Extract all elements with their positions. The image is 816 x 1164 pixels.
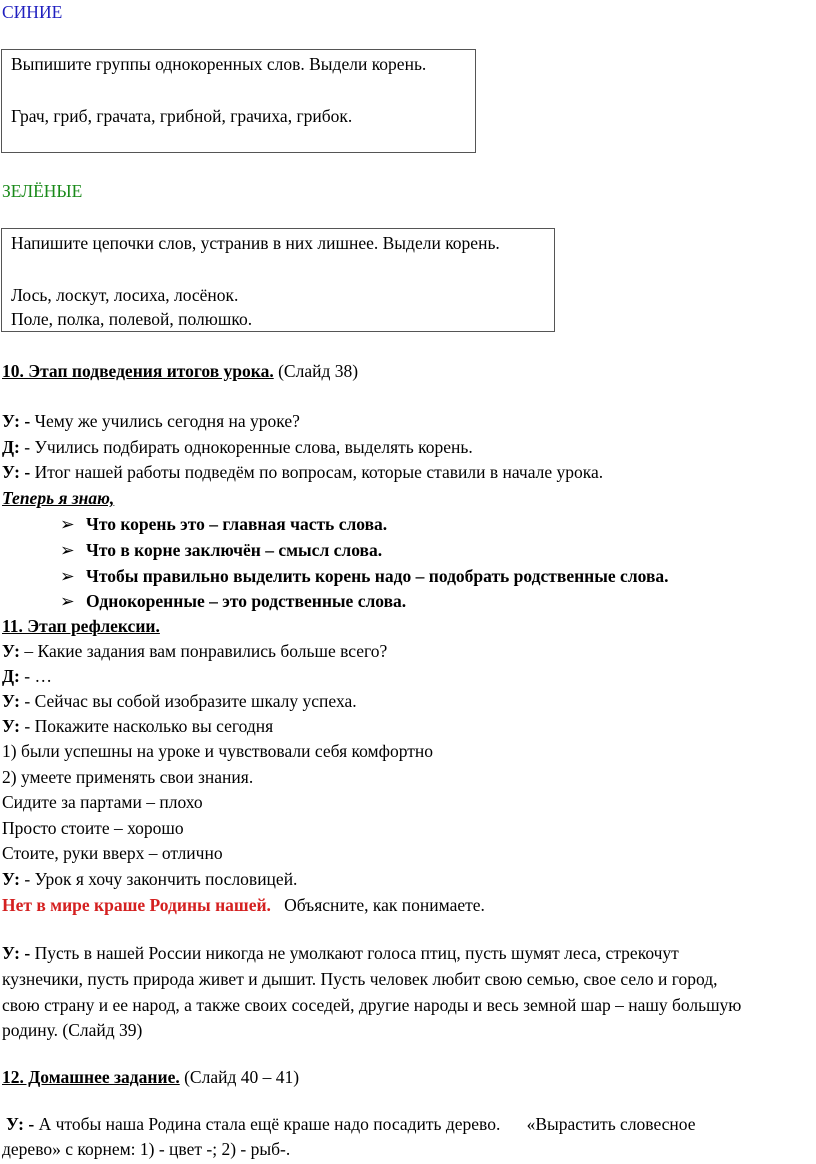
blue-group-label: СИНИЕ [2, 2, 63, 22]
text-line: 2) умеете применять свои знания. [2, 767, 254, 787]
dialogue-line [2, 665, 52, 687]
task-instruction: Напишите цепочки слов, устранив в них лишнее. Выдели корень. [11, 233, 500, 253]
task-box-blue [1, 49, 476, 153]
bullet-item [60, 565, 669, 587]
speaker: Д: [2, 437, 20, 457]
speaker: У: - [6, 1114, 35, 1134]
paragraph-line: кузнечики, пусть природа живет и дышит. Пусть человек любит свою семью, свое село и город, [2, 969, 718, 989]
text-line: Просто стоите – хорошо [2, 818, 184, 838]
proverb-line [2, 894, 485, 916]
arrow-bullet-icon: ➢ [60, 514, 75, 534]
text-line: Сидите за партами – плохо [2, 792, 203, 812]
task-instruction: Выпишите группы однокоренных слов. Выдели корень. [11, 54, 427, 74]
paragraph-line [2, 942, 679, 964]
paragraph-line: свою страну и ее народ, а также своих соседей, другие народы и весь земной шар – нашу большую [2, 995, 742, 1015]
green-group-label: ЗЕЛЁНЫЕ [2, 181, 83, 201]
utterance: Итог нашей работы подведём по вопросам, которые ставили в начале урока. [30, 462, 604, 482]
task-words-line-1: Лось, лоскут, лосиха, лосёнок. [11, 285, 239, 305]
bullet-item [60, 590, 406, 612]
speaker: У: [2, 716, 21, 736]
utterance: - Сейчас вы собой изобразите шкалу успеха. [20, 691, 357, 711]
speaker: У: [2, 691, 21, 711]
speaker: У: [2, 869, 21, 889]
dialogue-line [2, 868, 297, 890]
homework-line: дерево» с корнем: 1) - цвет -; 2) - рыб-. [2, 1139, 291, 1159]
speaker: Д: [2, 666, 20, 686]
dialogue-line [2, 690, 357, 712]
section-title: 10. Этап подведения итогов урока. [2, 361, 274, 381]
arrow-bullet-icon: ➢ [60, 540, 75, 560]
section-title: 12. Домашнее задание. [2, 1067, 180, 1087]
bullet-text: Что корень это – главная часть слова. [86, 514, 388, 534]
utterance: - Учились подбирать однокоренные слова, выделять корень. [19, 437, 473, 457]
now-i-know-text: Теперь я знаю, [2, 488, 115, 508]
dialogue-line [2, 410, 300, 432]
homework-text: А чтобы наша Родина стала ещё краше надо посадить дерево. «Вырастить словесное [34, 1114, 696, 1134]
speaker: У: - [2, 411, 31, 431]
dialogue-line [2, 640, 387, 662]
utterance: - Урок я хочу закончить пословицей. [20, 869, 298, 889]
utterance: – Какие задания вам понравились больше всего? [20, 641, 388, 661]
now-i-know-heading [2, 487, 114, 509]
speaker: У: - [2, 943, 31, 963]
bullet-text: Однокоренные – это родственные слова. [86, 591, 407, 611]
bullet-text: Чтобы правильно выделить корень надо – подобрать родственные слова. [86, 566, 669, 586]
speaker: У: [2, 641, 21, 661]
arrow-bullet-icon: ➢ [60, 591, 75, 611]
homework-line [6, 1113, 696, 1135]
utterance: - … [19, 666, 52, 686]
arrow-bullet-icon: ➢ [60, 566, 75, 586]
task-box-green [1, 228, 555, 332]
speaker: У: - [2, 462, 31, 482]
dialogue-line [2, 436, 473, 458]
paragraph-text: Пусть в нашей России никогда не умолкают голоса птиц, пусть шумят леса, стрекочут [30, 943, 679, 963]
bullet-item [60, 539, 382, 561]
section-title: 11. Этап рефлексии. [2, 616, 160, 636]
utterance: Чему же учились сегодня на уроке? [30, 411, 300, 431]
dialogue-line [2, 715, 273, 737]
section-11-heading [2, 615, 160, 637]
section-10-heading [2, 360, 358, 382]
proverb-task: Объясните, как понимаете. [270, 895, 485, 915]
paragraph-line: родину. (Слайд 39) [2, 1020, 143, 1040]
text-line: 1) были успешны на уроке и чувствовали себя комфортно [2, 741, 433, 761]
slide-note: (Слайд 40 – 41) [179, 1067, 300, 1087]
bullet-text: Что в корне заключён – смысл слова. [86, 540, 383, 560]
task-words-line-2: Поле, полка, полевой, полюшко. [11, 309, 253, 329]
text-line: Стоите, руки вверх – отлично [2, 843, 223, 863]
bullet-item [60, 513, 387, 535]
section-12-heading [2, 1066, 299, 1088]
task-words: Грач, гриб, грачата, грибной, грачиха, грибок. [11, 106, 353, 126]
slide-note: (Слайд 38) [273, 361, 359, 381]
dialogue-line [2, 461, 603, 483]
utterance: - Покажите насколько вы сегодня [20, 716, 274, 736]
proverb: Нет в мире краше Родины нашей. [2, 895, 271, 915]
